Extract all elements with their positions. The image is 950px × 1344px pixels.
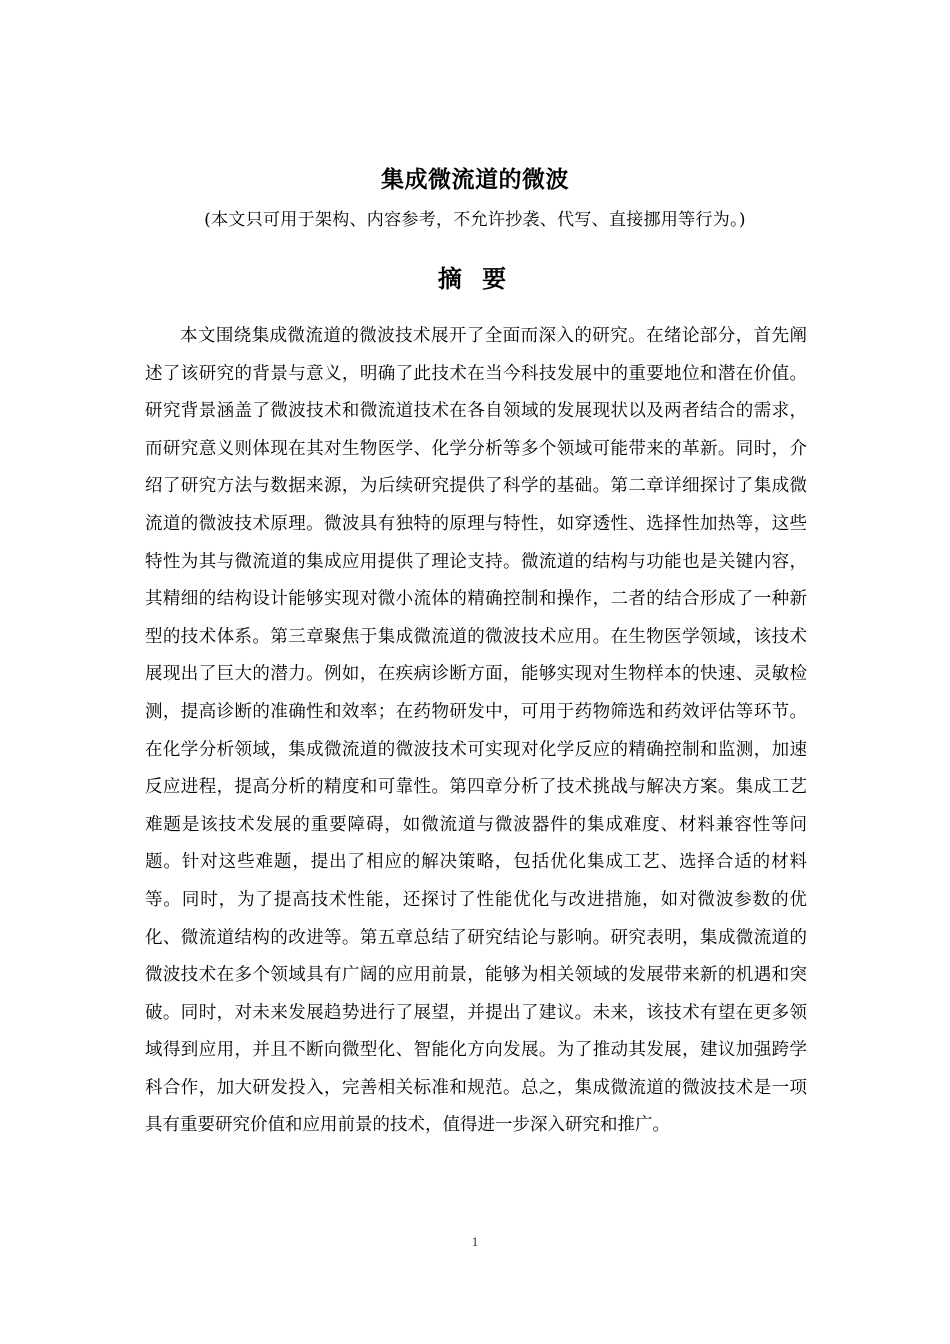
abstract-heading: 摘 要 — [437, 265, 513, 293]
disclaimer-note: (本文只可用于架构、内容参考，不允许抄袭、代写、直接挪用等行为。) — [204, 210, 746, 230]
document-title: 集成微流道的微波 — [381, 167, 569, 193]
abstract-body: 本文围绕集成微流道的微波技术展开了全面而深入的研究。在绪论部分，首先阐述了该研究的背景与意义，明确了此技术在当今科技发展中的重要地位和潜在价值。研究背景涵盖了微波技术和微流道技术在各自领域的发展现状以及两者结合的需求，而研究意义则体现在其对生物医学、化学分析等多个领域可能带来的革新。同时，介绍了研究方法与数据来源，为后续研究提供了科学的基础。第二章详细探讨了集成微流道的微波技术原理。微波具有独特的原理与特性，如穿透性、选择性加热等，这些特性为其与微流道的集成应用提供了理论支持。微流道的结构与功能也是关键内容，其精细的结构设计能够实现对微小流体的精确控制和操作，二者的结合形成了一种新型的技术体系。第三章聚焦于集成微流道的微波技术应用。在生物医学领域，该技术展现出了巨大的潜力。例如，在疾病诊断方面，能够实现对生物样本的快速、灵敏检测，提高诊断的准确性和效率；在药物研发中，可用于药物筛选和药效评估等环节。在化学分析领域，集成微流道的微波技术可实现对化学反应的精确控制和监测，加速反应进程，提高分析的精度和可靠性。第四章分析了技术挑战与解决方案。集成工艺难题是该技术发展的重要障碍，如微流道与微波器件的集成难度、材料兼容性等问题。针对这些难题，提出了相应的解决策略，包括优化集成工艺、选择合适的材料等。同时，为了提高技术性能，还探讨了性能优化与改进措施，如对微波参数的优化、微流道结构的改进等。第五章总结了研究结论与影响。研究表明，集成微流道的微波技术在多个领域具有广阔的应用前景，能够为相关领域的发展带来新的机遇和突破。同时，对未来发展趋势进行了展望，并提出了建议。未来，该技术有望在更多领域得到应用，并且不断向微型化、智能化方向发展。为了推动其发展，建议加强跨学科合作，加大研发投入，完善相关标准和规范。总之，集成微流道的微波技术是一项具有重要研究价值和应用前景的技术，值得进一步深入研究和推广。 — [145, 326, 807, 1136]
page-number: 1 — [471, 1234, 479, 1249]
